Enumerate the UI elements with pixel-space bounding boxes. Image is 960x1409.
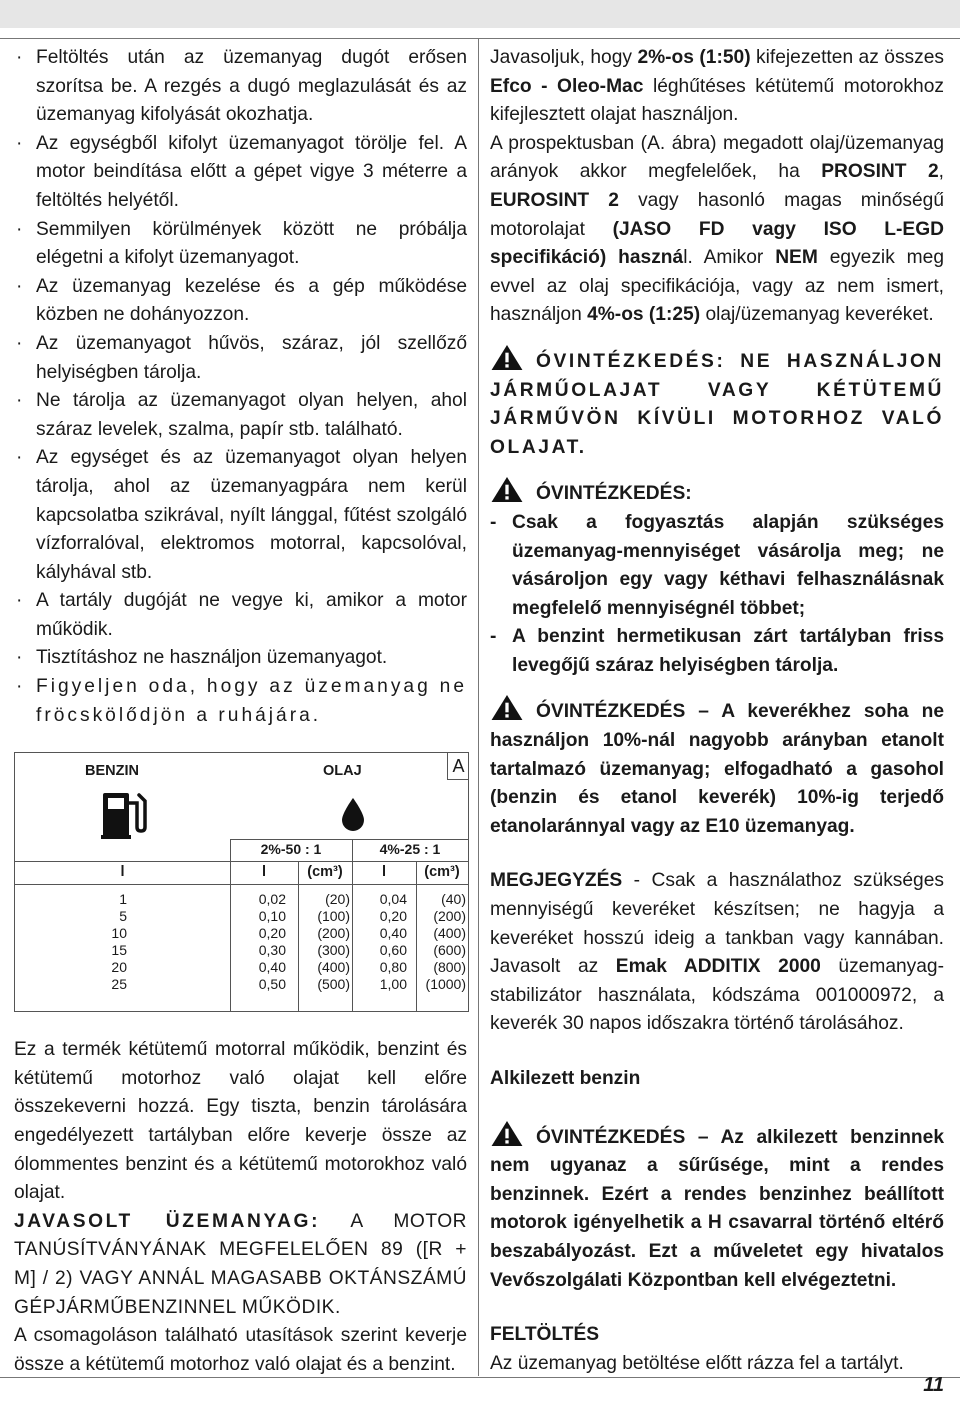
unit-header: (cm³) xyxy=(424,864,460,881)
alkylate-heading: Alkilezett benzin xyxy=(490,1068,641,1089)
mixing-instruction-paragraph: A csomagoláson található utasítások szerint keverje össze a kétütemű motorhoz való olajat és a benzint. xyxy=(14,1325,467,1375)
safety-bullet: · Feltöltés után az üzemanyag dugót erősen szorítsa be. A rezgés a dugó meglazulását és az üzemanyag kifolyását okozhatja. xyxy=(14,44,467,130)
table-cell: (300) xyxy=(317,942,350,959)
table-cell: 10 xyxy=(111,925,127,942)
olaj-header: OLAJ xyxy=(323,763,362,780)
fuel-mix-table xyxy=(14,752,469,1012)
left-column xyxy=(14,44,467,1379)
figure-label: A xyxy=(447,753,469,780)
page-number: 11 xyxy=(923,1374,944,1396)
recommended-fuel-text: A MOTOR TANÚSÍTVÁNYÁNAK MEGFELELŐEN 89 ([R + M] / 2) VAGY ANNÁL MAGASABB OKTÁNSZÁMÚ GÉPJÁRMŰBENZINNEL MŰKÖDIK. xyxy=(14,1210,467,1318)
caution-ethanol: ÓVINTÉZKEDÉS – A keverékhez soha ne használjon 10%-nál nagyobb arányban etanolt tartalmazó üzemanyag; elfogadható a gasohol (benzin és etanol keverék) 10%-ig terjedő etanolaránnyal vagy az E10 üzemanyag. xyxy=(490,694,944,841)
table-cell: (200) xyxy=(433,908,466,925)
table-cell: 0,30 xyxy=(258,942,286,959)
table-cell: (400) xyxy=(317,959,350,976)
table-cell: (1000) xyxy=(425,976,466,993)
caution-vehicle-oil: ÓVINTÉZKEDÉS: NE HASZNÁLJON JÁRMŰOLAJAT VAGY KÉTÜTEMŰ JÁRMŰVÖN KÍVÜLI MOTORHOZ VALÓ OLAJAT. xyxy=(490,344,944,462)
table-cell: 0,40 xyxy=(258,959,286,976)
page-header-bar xyxy=(0,0,960,28)
table-cell: 0,40 xyxy=(379,925,407,942)
table-cell: (200) xyxy=(317,925,350,942)
unit-header: (cm³) xyxy=(307,864,343,881)
safety-bullet: · Az üzemanyagot hűvös, száraz, jól szellőző helyiségben tárolja. xyxy=(14,330,467,387)
filling-text: Az üzemanyag betöltése előtt rázza fel a tartályt. xyxy=(490,1352,904,1374)
table-cell: (500) xyxy=(317,976,350,993)
warning-icon xyxy=(490,1120,524,1147)
table-cell: 25 xyxy=(111,976,127,993)
warning-icon xyxy=(490,694,524,721)
two-stroke-paragraph: Ez a termék kétütemű motorral működik, benzint és kétütemű motorhoz való olajat kell előre összekeverni hozzá. Egy tiszta, benzin tárolására engedélyezett tartályban előre keverje össze az ólommentes benzint és a kétütemű motorokhoz való olajat. xyxy=(14,1039,467,1204)
fuel-pump-icon xyxy=(101,789,147,839)
oil-ratio-paragraph: A prospektusban (A. ábra) megadott olaj/üzemanyag arányok akkor megfelelőek, ha PROSINT 2, EUROSINT 2 vagy hasonló magas minőségű motorolajat (JASO FD vagy ISO L-EGD specifikáció) használ. Amikor NEM egyezik meg evvel az olaj specifikációja, vagy az nem ismert, használjon 4%-os (1:25) olaj/üzemanyag keveréket. xyxy=(490,132,945,326)
table-cell: 0,80 xyxy=(379,959,407,976)
table-cell: 1,00 xyxy=(379,976,407,993)
table-cell: (20) xyxy=(325,891,350,908)
table-cell: 0,60 xyxy=(379,942,407,959)
safety-bullet: · Az egységből kifolyt üzemanyagot törölje fel. A motor beindítása előtt a gépet vigye 3 méterre a feltöltés helyétől. xyxy=(14,130,467,216)
table-cell: (600) xyxy=(433,942,466,959)
ratio-4-header: 4%-25 : 1 xyxy=(379,841,441,858)
right-column xyxy=(490,44,944,1378)
table-cell: 1 xyxy=(119,891,127,908)
table-cell: (100) xyxy=(317,908,350,925)
caution-storage-heading: ÓVINTÉZKEDÉS: xyxy=(490,476,944,509)
oil-recommendation-paragraph: Javasoljuk, hogy 2%-os (1:50) kifejezetten az összes Efco - Oleo-Mac léghűtéses kétütemű motorokhoz kifejlesztett olajat használjon. xyxy=(490,47,944,126)
caution-alkylate: ÓVINTÉZKEDÉS – Az alkilezett benzinnek nem ugyanaz a sűrűsége, mint a rendes benzinnek. Ezért a rendes benzinhez beállított motorok igényelhetik a H csavarral történő eltérő beszabályozást. Ezt a műveletet egy hivatalos Vevőszolgálati Központban kell elvégeztetni. xyxy=(490,1120,944,1296)
safety-bullet: · Semmilyen körülmények között ne próbálja elégetni a kifolyt üzemanyagot. xyxy=(14,216,467,273)
safety-bullet: · Tisztításhoz ne használjon üzemanyagot. xyxy=(14,644,467,673)
table-cell: 20 xyxy=(111,959,127,976)
unit-header: l xyxy=(120,864,125,881)
table-cell: 0,04 xyxy=(379,891,407,908)
filling-heading: FELTÖLTÉS xyxy=(490,1324,600,1346)
oil-drop-icon xyxy=(340,797,366,833)
warning-icon xyxy=(490,344,524,371)
safety-bullet: · Az egységet és az üzemanyagot olyan helyen tárolja, ahol az üzemanyagpára nem kerül kapcsolatba szikrával, nyílt lánggal, fűtést szolgáló vízforralóval, elektromos motorral, kapcsolóval, kályhával stb. xyxy=(14,444,467,587)
table-cell: 0,50 xyxy=(258,976,286,993)
table-cell: 0,20 xyxy=(379,908,407,925)
table-cell: 0,10 xyxy=(258,908,286,925)
table-cell: 0,02 xyxy=(258,891,286,908)
caution-storage-item: - A benzint hermetikusan zárt tartályban friss levegőjű száraz helyiségben tárolja. xyxy=(490,623,944,680)
benzin-header: BENZIN xyxy=(85,763,139,780)
safety-bullet: · Az üzemanyag kezelése és a gép működése közben ne dohányozzon. xyxy=(14,273,467,330)
table-cell: (400) xyxy=(433,925,466,942)
table-cell: (40) xyxy=(441,891,466,908)
column-divider xyxy=(478,39,479,1376)
safety-bullet: · A tartály dugóját ne vegye ki, amikor a motor működik. xyxy=(14,587,467,644)
table-cell: 15 xyxy=(111,942,127,959)
table-cell: 0,20 xyxy=(258,925,286,942)
unit-header: l xyxy=(381,864,387,881)
ratio-2-header: 2%-50 : 1 xyxy=(260,841,322,858)
safety-bullet: · Figyeljen oda, hogy az üzemanyag ne fröcskölődjön a ruhájára. xyxy=(14,673,467,730)
table-cell: (800) xyxy=(433,959,466,976)
caution-storage-item: - Csak a fogyasztás alapján szükséges üzemanyag-mennyiséget vásárolja meg; ne vásároljon egy vagy kéthavi felhasználásnak megfelelő mennyiségnél többet; xyxy=(490,509,944,623)
warning-icon xyxy=(490,476,524,503)
unit-header: l xyxy=(261,864,267,881)
table-cell: 5 xyxy=(119,908,127,925)
recommended-fuel-heading: JAVASOLT ÜZEMANYAG: xyxy=(14,1210,321,1232)
note-paragraph: MEGJEGYZÉS - Csak a használathoz szükséges mennyiségű keveréket készítsen; ne hagyja a keveréket hosszú ideig a tankban vagy kannában. Javasolt az Emak ADDITIX 2000 üzemanyag-stabilizátor használata, kódszáma 001000972, a keverék 30 napos időszakra történő tárolásához. xyxy=(490,870,944,1035)
safety-bullet: · Ne tárolja az üzemanyagot olyan helyen, ahol száraz levelek, szalma, papír stb. található. xyxy=(14,387,467,444)
recommended-fuel-paragraph xyxy=(14,1208,467,1322)
